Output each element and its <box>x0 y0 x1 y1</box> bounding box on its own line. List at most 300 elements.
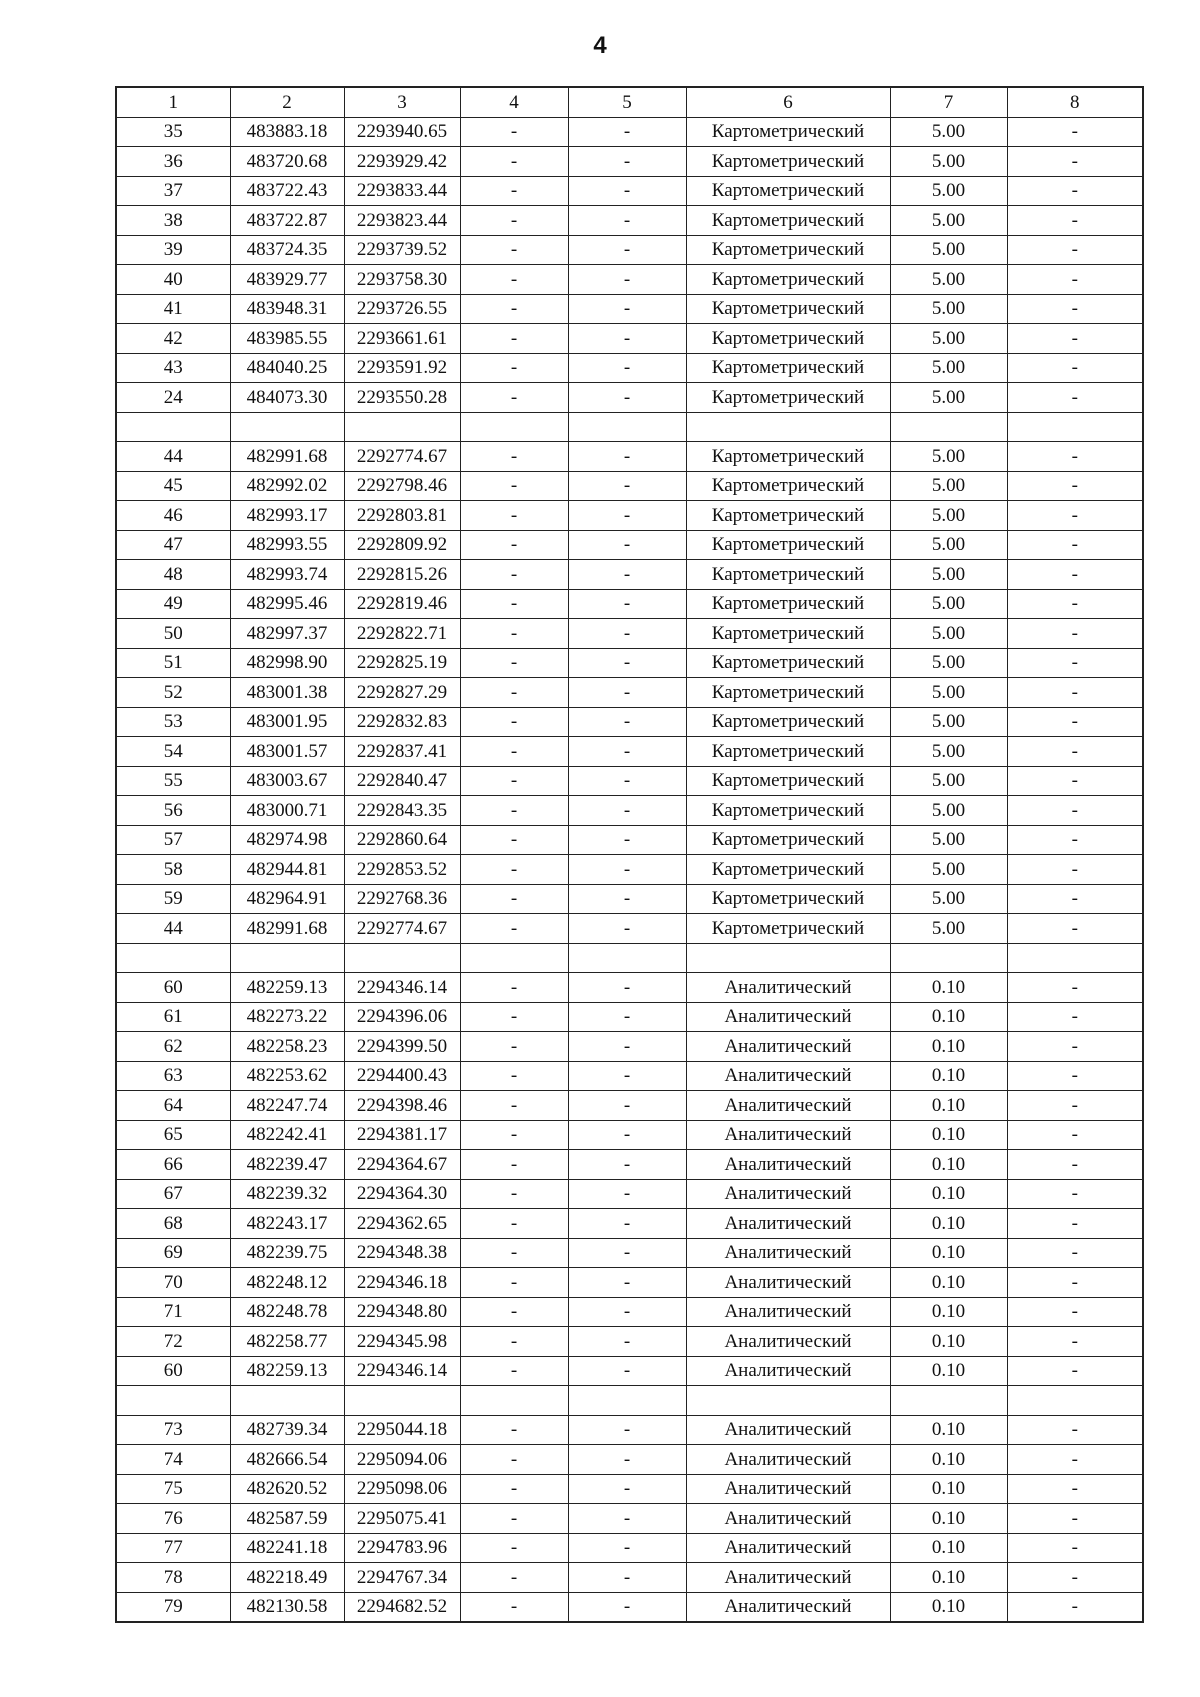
table-cell: 2292774.67 <box>344 442 460 472</box>
table-cell: 482991.68 <box>230 442 344 472</box>
table-cell: 2294362.65 <box>344 1209 460 1239</box>
table-cell: 62 <box>116 1032 230 1062</box>
table-cell: - <box>568 176 686 206</box>
table-row <box>116 1504 1143 1534</box>
table-cell: 482218.49 <box>230 1563 344 1593</box>
table-row <box>116 678 1143 708</box>
table-cell: - <box>1007 914 1143 944</box>
table-cell: Аналитический <box>686 1356 890 1386</box>
table-cell: 482248.12 <box>230 1268 344 1298</box>
table-cell: Картометрический <box>686 825 890 855</box>
table-cell: - <box>1007 737 1143 767</box>
table-cell: - <box>460 147 568 177</box>
table-cell: 0.10 <box>890 1209 1007 1239</box>
table-cell: 54 <box>116 737 230 767</box>
table-cell: - <box>1007 1091 1143 1121</box>
table-cell: 2292853.52 <box>344 855 460 885</box>
table-cell: 5.00 <box>890 589 1007 619</box>
table-cell: 77 <box>116 1533 230 1563</box>
table-cell: 484040.25 <box>230 353 344 383</box>
table-cell: 2294345.98 <box>344 1327 460 1357</box>
table-cell: Картометрический <box>686 294 890 324</box>
table-cell <box>890 943 1007 973</box>
table-cell: 69 <box>116 1238 230 1268</box>
table-cell: 24 <box>116 383 230 413</box>
column-header: 5 <box>568 87 686 117</box>
table-cell: 2292827.29 <box>344 678 460 708</box>
table-cell: 2295044.18 <box>344 1415 460 1445</box>
table-cell: Картометрический <box>686 176 890 206</box>
table-cell <box>568 412 686 442</box>
table-cell: 73 <box>116 1415 230 1445</box>
table-cell: - <box>460 1268 568 1298</box>
table-cell: 0.10 <box>890 1474 1007 1504</box>
table-cell: - <box>460 1061 568 1091</box>
table-cell: - <box>568 1356 686 1386</box>
table-cell: - <box>1007 206 1143 236</box>
table-cell: 2295098.06 <box>344 1474 460 1504</box>
table-cell: 5.00 <box>890 737 1007 767</box>
table-cell: 63 <box>116 1061 230 1091</box>
table-cell: - <box>568 766 686 796</box>
table-cell: - <box>1007 1120 1143 1150</box>
table-cell: 482242.41 <box>230 1120 344 1150</box>
table-cell: 482130.58 <box>230 1592 344 1622</box>
table-cell: - <box>568 737 686 767</box>
table-cell: Аналитический <box>686 1533 890 1563</box>
table-cell: - <box>460 383 568 413</box>
table-cell: 482243.17 <box>230 1209 344 1239</box>
table-cell: Аналитический <box>686 1209 890 1239</box>
table-cell: - <box>460 442 568 472</box>
table-cell: - <box>460 1327 568 1357</box>
table-cell: - <box>1007 884 1143 914</box>
table-cell: 5.00 <box>890 619 1007 649</box>
table-cell: 483001.38 <box>230 678 344 708</box>
table-cell: - <box>460 294 568 324</box>
table-cell: 482239.32 <box>230 1179 344 1209</box>
table-cell: - <box>1007 973 1143 1003</box>
table-cell: 2294348.38 <box>344 1238 460 1268</box>
table-cell: 5.00 <box>890 324 1007 354</box>
table-cell: 483929.77 <box>230 265 344 295</box>
table-cell <box>1007 1386 1143 1416</box>
table-cell: - <box>1007 1474 1143 1504</box>
table-cell: Картометрический <box>686 619 890 649</box>
table-cell: - <box>460 619 568 649</box>
table-cell: 5.00 <box>890 265 1007 295</box>
table-cell: - <box>460 1179 568 1209</box>
table-cell: 2292819.46 <box>344 589 460 619</box>
table-row <box>116 1592 1143 1622</box>
table-cell: - <box>460 1091 568 1121</box>
table-cell: 2293550.28 <box>344 383 460 413</box>
table-row <box>116 1061 1143 1091</box>
table-cell: - <box>1007 560 1143 590</box>
table-cell: - <box>460 1120 568 1150</box>
table-cell: - <box>568 1209 686 1239</box>
table-cell: 0.10 <box>890 1356 1007 1386</box>
table-row <box>116 1150 1143 1180</box>
table-row <box>116 442 1143 472</box>
table-cell: 0.10 <box>890 1533 1007 1563</box>
table-cell: - <box>568 1150 686 1180</box>
table-cell: Аналитический <box>686 1504 890 1534</box>
table-cell: 0.10 <box>890 973 1007 1003</box>
table-cell: 44 <box>116 442 230 472</box>
table-cell: 483001.95 <box>230 707 344 737</box>
table-cell: - <box>568 1297 686 1327</box>
table-cell: 2293661.61 <box>344 324 460 354</box>
table-cell: - <box>568 973 686 1003</box>
table-cell: 5.00 <box>890 707 1007 737</box>
table-cell: 2294346.14 <box>344 1356 460 1386</box>
table-cell: 71 <box>116 1297 230 1327</box>
table-row <box>116 1445 1143 1475</box>
table-cell: 483720.68 <box>230 147 344 177</box>
table-cell: Аналитический <box>686 1563 890 1593</box>
table-body <box>116 117 1143 1622</box>
table-cell: - <box>1007 678 1143 708</box>
table-row <box>116 1032 1143 1062</box>
table-row <box>116 796 1143 826</box>
table-cell: - <box>568 914 686 944</box>
table-cell: Картометрический <box>686 560 890 590</box>
table-row <box>116 265 1143 295</box>
table-cell: - <box>1007 1061 1143 1091</box>
table-cell <box>230 412 344 442</box>
table-cell: - <box>1007 1415 1143 1445</box>
table-cell: Картометрический <box>686 737 890 767</box>
table-cell: 0.10 <box>890 1592 1007 1622</box>
table-row <box>116 383 1143 413</box>
column-header: 1 <box>116 87 230 117</box>
table-cell: 60 <box>116 973 230 1003</box>
table-cell: 2294364.67 <box>344 1150 460 1180</box>
table-cell <box>1007 943 1143 973</box>
table-cell: - <box>1007 1209 1143 1239</box>
table-cell: 5.00 <box>890 442 1007 472</box>
table-cell: - <box>460 766 568 796</box>
table-cell: - <box>1007 1268 1143 1298</box>
table-cell: - <box>1007 324 1143 354</box>
table-cell: - <box>460 1415 568 1445</box>
table-cell: - <box>568 265 686 295</box>
table-cell: - <box>568 1238 686 1268</box>
table-cell: - <box>1007 117 1143 147</box>
table-cell: - <box>568 501 686 531</box>
table-cell: - <box>568 1474 686 1504</box>
table-cell: 5.00 <box>890 235 1007 265</box>
table-cell: 482739.34 <box>230 1415 344 1445</box>
coordinates-table <box>115 86 1144 1623</box>
table-cell: 38 <box>116 206 230 236</box>
table-cell: - <box>1007 442 1143 472</box>
table-cell: - <box>568 619 686 649</box>
table-cell: - <box>1007 589 1143 619</box>
table-cell: 70 <box>116 1268 230 1298</box>
table-cell: - <box>568 324 686 354</box>
table-cell: - <box>568 1504 686 1534</box>
table-cell: - <box>568 442 686 472</box>
table-cell: 65 <box>116 1120 230 1150</box>
table-cell: Картометрический <box>686 353 890 383</box>
table-cell: 0.10 <box>890 1091 1007 1121</box>
table-cell: 5.00 <box>890 825 1007 855</box>
table-cell: 0.10 <box>890 1415 1007 1445</box>
table-cell: 5.00 <box>890 353 1007 383</box>
table-cell: - <box>460 176 568 206</box>
table-cell: 5.00 <box>890 147 1007 177</box>
table-cell: Аналитический <box>686 1061 890 1091</box>
table-cell: 482247.74 <box>230 1091 344 1121</box>
table-cell: 482239.75 <box>230 1238 344 1268</box>
table-cell: 482258.77 <box>230 1327 344 1357</box>
table-cell: Картометрический <box>686 442 890 472</box>
table-cell: 482993.17 <box>230 501 344 531</box>
table-cell <box>116 943 230 973</box>
table-cell: 483985.55 <box>230 324 344 354</box>
table-cell <box>460 1386 568 1416</box>
table-row <box>116 737 1143 767</box>
table-cell: 5.00 <box>890 530 1007 560</box>
table-cell: - <box>568 471 686 501</box>
table-cell: 76 <box>116 1504 230 1534</box>
table-cell: 2292768.36 <box>344 884 460 914</box>
table-cell: Картометрический <box>686 855 890 885</box>
table-row <box>116 471 1143 501</box>
table-row <box>116 1002 1143 1032</box>
table-cell: - <box>1007 383 1143 413</box>
table-cell: - <box>460 530 568 560</box>
table-cell: 2294398.46 <box>344 1091 460 1121</box>
table-cell: 482239.47 <box>230 1150 344 1180</box>
table-cell: - <box>460 117 568 147</box>
table-cell: 74 <box>116 1445 230 1475</box>
table-cell: 482993.55 <box>230 530 344 560</box>
table-row <box>116 1297 1143 1327</box>
table-cell: - <box>460 265 568 295</box>
table-cell: - <box>568 1268 686 1298</box>
table-cell: - <box>1007 619 1143 649</box>
table-cell: - <box>568 1002 686 1032</box>
table-cell: - <box>1007 796 1143 826</box>
table-cell: 68 <box>116 1209 230 1239</box>
table-cell: Картометрический <box>686 324 890 354</box>
table-cell: 2293940.65 <box>344 117 460 147</box>
table-cell: - <box>460 324 568 354</box>
table-cell: 2293823.44 <box>344 206 460 236</box>
table-cell: - <box>1007 176 1143 206</box>
table-cell: 50 <box>116 619 230 649</box>
table-row <box>116 1238 1143 1268</box>
table-row <box>116 1415 1143 1445</box>
table-cell: 66 <box>116 1150 230 1180</box>
table-cell: 2294364.30 <box>344 1179 460 1209</box>
table-cell: - <box>460 353 568 383</box>
table-cell: 42 <box>116 324 230 354</box>
table-row <box>116 884 1143 914</box>
table-cell <box>568 943 686 973</box>
table-cell: - <box>460 796 568 826</box>
table-cell: 482995.46 <box>230 589 344 619</box>
table-cell: Картометрический <box>686 383 890 413</box>
table-cell: 483724.35 <box>230 235 344 265</box>
table-cell: 36 <box>116 147 230 177</box>
table-cell: - <box>460 1238 568 1268</box>
table-cell: 61 <box>116 1002 230 1032</box>
table-cell: 482259.13 <box>230 973 344 1003</box>
table-cell: Картометрический <box>686 796 890 826</box>
table-row <box>116 206 1143 236</box>
table-cell: - <box>460 206 568 236</box>
table-cell: - <box>460 914 568 944</box>
table-cell: - <box>1007 265 1143 295</box>
table-cell <box>890 1386 1007 1416</box>
table-cell: - <box>568 235 686 265</box>
column-header: 7 <box>890 87 1007 117</box>
table-spacer-row <box>116 412 1143 442</box>
table-cell: - <box>568 206 686 236</box>
table-cell: - <box>460 1474 568 1504</box>
table-row <box>116 117 1143 147</box>
table-cell: 0.10 <box>890 1150 1007 1180</box>
table-cell: 75 <box>116 1474 230 1504</box>
table-cell: - <box>1007 294 1143 324</box>
table-cell: 5.00 <box>890 176 1007 206</box>
table-cell: - <box>460 1297 568 1327</box>
table-cell: 2293591.92 <box>344 353 460 383</box>
table-cell: - <box>568 1327 686 1357</box>
table-cell: 48 <box>116 560 230 590</box>
table-cell: - <box>568 1032 686 1062</box>
table-cell <box>686 1386 890 1416</box>
table-cell: - <box>568 1592 686 1622</box>
table-cell: 0.10 <box>890 1268 1007 1298</box>
table-cell: - <box>460 1356 568 1386</box>
table-cell <box>686 412 890 442</box>
table-cell: - <box>1007 825 1143 855</box>
table-cell: Картометрический <box>686 471 890 501</box>
table-cell: - <box>460 1563 568 1593</box>
table-cell: - <box>1007 147 1143 177</box>
table-cell: 2295075.41 <box>344 1504 460 1534</box>
table-cell: 483000.71 <box>230 796 344 826</box>
table-cell: 5.00 <box>890 678 1007 708</box>
table-cell: 2292832.83 <box>344 707 460 737</box>
table-cell: 2294400.43 <box>344 1061 460 1091</box>
table-row <box>116 1091 1143 1121</box>
table-cell: 78 <box>116 1563 230 1593</box>
table-cell: 483003.67 <box>230 766 344 796</box>
table-cell: - <box>460 1032 568 1062</box>
table-cell: - <box>1007 1179 1143 1209</box>
table-cell: 2292822.71 <box>344 619 460 649</box>
table-cell: - <box>1007 501 1143 531</box>
table-cell: - <box>460 560 568 590</box>
table-cell: 2292840.47 <box>344 766 460 796</box>
table-row <box>116 589 1143 619</box>
table-cell: 2292825.19 <box>344 648 460 678</box>
table-cell: 482993.74 <box>230 560 344 590</box>
table-cell: - <box>568 530 686 560</box>
table-cell: 56 <box>116 796 230 826</box>
table-cell: - <box>460 501 568 531</box>
table-cell: 482258.23 <box>230 1032 344 1062</box>
table-row <box>116 501 1143 531</box>
table-cell: 5.00 <box>890 294 1007 324</box>
table-cell: - <box>1007 1563 1143 1593</box>
table-cell: - <box>460 1504 568 1534</box>
table-cell: - <box>568 117 686 147</box>
table-cell: 0.10 <box>890 1061 1007 1091</box>
table-cell: 482974.98 <box>230 825 344 855</box>
table-cell: 482998.90 <box>230 648 344 678</box>
table-cell: 483722.43 <box>230 176 344 206</box>
table-cell: - <box>1007 766 1143 796</box>
table-cell <box>116 1386 230 1416</box>
table-cell: Картометрический <box>686 648 890 678</box>
table-cell: 2292774.67 <box>344 914 460 944</box>
table-cell: 2292860.64 <box>344 825 460 855</box>
table-cell: 482991.68 <box>230 914 344 944</box>
table-cell: - <box>460 1533 568 1563</box>
table-cell: - <box>568 560 686 590</box>
table-cell: - <box>460 589 568 619</box>
table-cell: 482666.54 <box>230 1445 344 1475</box>
table-cell: 53 <box>116 707 230 737</box>
table-cell: Картометрический <box>686 884 890 914</box>
table-cell: - <box>568 1061 686 1091</box>
table-cell: - <box>460 471 568 501</box>
table-cell: 5.00 <box>890 383 1007 413</box>
table-cell: 2293929.42 <box>344 147 460 177</box>
table-cell: 0.10 <box>890 1445 1007 1475</box>
table-cell: Картометрический <box>686 117 890 147</box>
table-cell: - <box>1007 1445 1143 1475</box>
table-cell: - <box>568 1179 686 1209</box>
table-cell: - <box>568 1415 686 1445</box>
table-row <box>116 825 1143 855</box>
table-cell: - <box>568 294 686 324</box>
table-row <box>116 1533 1143 1563</box>
table-cell: 72 <box>116 1327 230 1357</box>
table-row <box>116 235 1143 265</box>
table-cell: Картометрический <box>686 265 890 295</box>
table-row <box>116 1356 1143 1386</box>
table-cell: Аналитический <box>686 1238 890 1268</box>
table-cell: 482620.52 <box>230 1474 344 1504</box>
table-cell: - <box>1007 1297 1143 1327</box>
table-cell: 44 <box>116 914 230 944</box>
table-cell: 2292837.41 <box>344 737 460 767</box>
table-row <box>116 1209 1143 1239</box>
table-cell: - <box>568 825 686 855</box>
table-cell: 40 <box>116 265 230 295</box>
table-cell: - <box>1007 855 1143 885</box>
table-cell: 2294399.50 <box>344 1032 460 1062</box>
table-cell: Картометрический <box>686 206 890 236</box>
table-cell: 0.10 <box>890 1002 1007 1032</box>
table-cell: 2293726.55 <box>344 294 460 324</box>
table-cell: 0.10 <box>890 1297 1007 1327</box>
table-cell: 37 <box>116 176 230 206</box>
table-cell: Аналитический <box>686 1179 890 1209</box>
table-cell: - <box>568 855 686 885</box>
table-cell: 2294346.18 <box>344 1268 460 1298</box>
page-number: 4 <box>593 32 607 59</box>
table-cell: 49 <box>116 589 230 619</box>
